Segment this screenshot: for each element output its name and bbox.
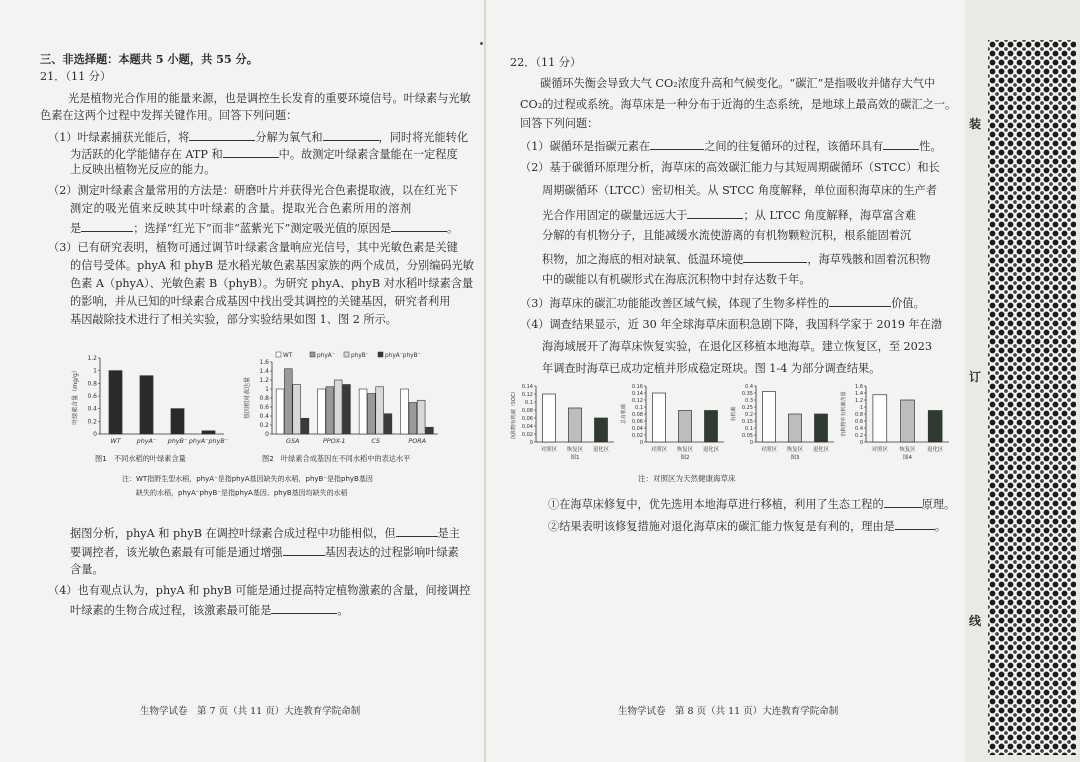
y-tick-label: 0: [859, 440, 863, 446]
text: 分解为氧气和: [255, 131, 323, 144]
y-tick-label: 0.3: [745, 398, 753, 404]
q21-part4-line2: [70, 602, 349, 618]
chart-title: 图2: [680, 455, 690, 460]
page-crease: [484, 0, 486, 762]
decorative-border-pattern: [988, 40, 1076, 755]
chart-seagrass-fig4-svg: [838, 380, 953, 460]
y-tick-label: 1.6: [259, 359, 269, 366]
x-tick-label: PPOX-1: [322, 437, 346, 445]
q22-intro-1: 碳循环失衡会导致大气 CO₂浓度升高和气候变化。“碳汇”是指吸收并储存大气中: [540, 77, 936, 90]
bar: [109, 371, 122, 434]
bar: [426, 427, 434, 434]
blank[interactable]: [391, 220, 447, 232]
bar: [543, 394, 556, 442]
text: 。: [934, 520, 947, 533]
q22-part2-line5: [542, 251, 930, 267]
chart-seagrass-fig1: [508, 380, 618, 464]
blank[interactable]: [884, 496, 922, 508]
y-tick-label: 0.4: [745, 384, 753, 390]
blank[interactable]: [223, 146, 279, 158]
text: 要调控者，该光敏色素最有可能是通过增强: [70, 546, 283, 559]
text: 原理。: [921, 498, 956, 511]
text: 之间的往复循环的过程，该循环具有: [704, 140, 884, 153]
y-tick-label: 0.06: [521, 416, 533, 422]
y-tick-label: 1: [93, 367, 97, 375]
bar: [705, 411, 718, 443]
x-tick-label: phyA⁻phyB⁻: [188, 437, 229, 445]
text: ①在海草床修复中，优先选用本地海草进行移植，利用了生态工程的: [548, 498, 884, 511]
y-tick-label: 0.15: [741, 419, 753, 425]
y-tick-label: 0.14: [631, 391, 643, 397]
y-tick-label: 0.8: [259, 395, 269, 402]
legend-swatch: [310, 352, 315, 357]
text: ；从 LTCC 角度解释，海草富含难: [743, 209, 916, 222]
x-tick-label: WT: [110, 437, 121, 445]
q22-part2-line3: [542, 207, 916, 223]
y-tick-label: 1.4: [855, 391, 863, 397]
seagrass-figure-note: 注：对照区为天然健康海草床: [638, 474, 736, 483]
x-tick-label: CS: [371, 437, 381, 445]
y-axis-label: 有机碳: [731, 406, 737, 422]
text: ；选择“红光下”而非“蓝紫光下”测定吸光值的原因是: [133, 222, 392, 235]
text: 。: [447, 222, 459, 235]
y-tick-label: 0.06: [631, 419, 643, 425]
chart-title: 图3: [790, 455, 800, 460]
y-tick-label: 1.6: [855, 384, 863, 390]
q22-part1: [520, 138, 942, 154]
bar: [384, 414, 392, 434]
bar: [359, 389, 367, 434]
y-tick-label: 0.08: [631, 412, 643, 418]
bar: [301, 418, 309, 434]
blank[interactable]: [271, 602, 337, 614]
q21-analysis-line1: [70, 525, 460, 541]
legend-swatch: [378, 352, 383, 357]
bar: [140, 376, 153, 434]
text: （3）海草床的碳汇功能能改善区域气候，体现了生物多样性的: [520, 297, 830, 310]
y-axis-label: 沉积物有机碳（SOC）: [511, 388, 517, 440]
footer-page7: 生物学试卷 第 7 页（共 11 页）大连教育学院命制: [140, 706, 361, 717]
text: 中。故测定叶绿素含量能在一定程度: [278, 148, 458, 161]
bar: [284, 369, 292, 434]
blank[interactable]: [650, 138, 704, 150]
text: 据图分析，phyA 和 phyB 在调控叶绿素合成过程中功能相似，但: [70, 527, 396, 540]
q21-part1-line1: [48, 129, 468, 145]
bar: [367, 394, 375, 435]
y-tick-label: 0: [265, 431, 269, 438]
text: 积物，加之海底的相对缺氧、低温环境使: [542, 253, 744, 266]
q21-part2-line1: （2）测定叶绿素含量常用的方法是：研磨叶片并获得光合色素提取液，以在红光下: [48, 184, 458, 197]
q22-sub1: [548, 496, 955, 512]
bar: [595, 418, 608, 442]
text: ②结果表明该修复措施对退化海草床的碳汇能力恢复是有利的，理由是: [548, 520, 895, 533]
q22-sub2: [548, 518, 946, 534]
bar: [569, 408, 582, 442]
chart-title: 图4: [903, 455, 912, 460]
q21-intro-2: 色素在这两个过程中发挥关键作用。回答下列问题：: [40, 109, 298, 122]
y-tick-label: 1.2: [87, 355, 97, 362]
q21-analysis-line3: 含量。: [70, 563, 104, 576]
x-tick-label: 退化区: [592, 447, 610, 453]
x-tick-label: GSA: [286, 437, 300, 445]
bar: [789, 414, 802, 442]
y-tick-label: 1: [265, 386, 269, 393]
y-tick-label: 0.8: [855, 412, 863, 418]
bar: [901, 400, 915, 442]
bar: [763, 392, 776, 442]
bar: [334, 380, 342, 434]
q22-part4-line2: 海海域展开了海草床恢复实验，在退化区移植本地海草。建立恢复区，至 2023: [542, 340, 933, 353]
text: ，同时将光能转化: [378, 131, 469, 144]
y-tick-label: 0.25: [741, 405, 753, 411]
chart-fig1-chlorophyll: [70, 350, 230, 452]
q21-part2-line3: [70, 220, 458, 236]
q22-part2-line6: 中的碳能以有机碳形式在海底沉积物中封存达数千年。: [542, 273, 811, 286]
q21-part1-line3: 上反映出植物光反应的能力。: [70, 163, 216, 176]
blank[interactable]: [895, 518, 935, 530]
bar: [202, 431, 215, 434]
y-tick-label: 0.2: [259, 422, 269, 429]
q21-intro-1: 光是植物光合作用的能量来源，也是调控生长发育的重要环境信号。叶绿素与光敏: [68, 92, 471, 105]
y-tick-label: 0.4: [259, 413, 269, 420]
q22-intro-2: CO₂的过程或系统。海草床是一种分布于近海的生态系统，是地球上最高效的碳汇之一。: [520, 98, 957, 111]
text: （1）叶绿素捕获光能后，将: [48, 131, 190, 144]
chart-seagrass-fig1-svg: [508, 380, 618, 460]
q21-part1-line2: [70, 146, 458, 162]
legend-swatch: [344, 352, 349, 357]
q21-heading: 21．（11 分）: [40, 70, 112, 83]
x-tick-label: 恢复区: [676, 447, 694, 453]
y-axis-label: 沉积物中有机碳含量: [841, 391, 847, 437]
y-tick-label: 0.04: [521, 424, 533, 430]
blank[interactable]: [283, 544, 325, 556]
q22-part2-line4: 分解的有机物分子，且能减缓水流使游离的有机物颗粒沉积，根系能固着沉: [542, 229, 912, 242]
footer-page8: 生物学试卷 第 8 页（共 11 页）大连教育学院命制: [618, 706, 839, 717]
y-tick-label: 1.4: [259, 368, 269, 375]
chart-fig1-svg: [70, 350, 230, 448]
chart-seagrass-fig2: [618, 380, 728, 464]
bar: [376, 387, 384, 434]
y-tick-label: 0.08: [521, 408, 533, 414]
q21-part3-line3: 色素 A（phyA）、光敏色素 B（phyB）。为研究 phyA、phyB 对水稻叶绿素含量: [70, 277, 474, 290]
legend-label: WT: [283, 353, 293, 359]
y-tick-label: 0.35: [741, 391, 753, 397]
bar: [679, 411, 692, 443]
bar: [653, 393, 666, 442]
x-tick-label: 恢复区: [899, 447, 916, 453]
chart-seagrass-fig3-svg: [728, 380, 838, 460]
legend-label: phyB⁻: [351, 353, 369, 359]
y-tick-label: 0.4: [87, 405, 97, 413]
q21-part3-line1: （3）已有研究表明，植物可通过调节叶绿素含量响应光信号，其中光敏色素是关键: [48, 241, 458, 254]
figure-note-2: 缺失的水稻，phyA⁻phyB⁻是指phyA基因、phyB基因均缺失的水稻: [136, 489, 348, 497]
text: 叶绿素的生物合成过程，该激素最可能是: [70, 604, 272, 617]
y-tick-label: 1.2: [259, 377, 269, 384]
legend-label: phyA⁻phyB⁻: [385, 353, 421, 359]
q21-part2-line2: 测定的吸光值来反映其中叶绿素的含量。提取光合色素所用的溶剂: [70, 202, 412, 215]
bar: [873, 395, 887, 442]
y-tick-label: 0: [93, 431, 97, 438]
y-tick-label: 0.6: [259, 404, 269, 411]
y-tick-label: 0: [749, 440, 753, 446]
y-tick-label: 0.1: [635, 405, 643, 411]
y-axis-label: 总有机碳: [621, 403, 627, 425]
blank[interactable]: [189, 129, 255, 141]
y-tick-label: 0.2: [87, 418, 97, 426]
bar: [928, 411, 942, 443]
y-tick-label: 0: [529, 440, 533, 446]
section-title: 三、非选择题：本题共 5 小题，共 55 分。: [40, 52, 258, 66]
x-tick-label: phyB⁻: [167, 437, 188, 445]
bar: [401, 389, 409, 434]
bar: [171, 409, 184, 434]
legend-label: phyA⁻: [317, 353, 335, 359]
x-tick-label: 退化区: [812, 447, 830, 453]
bar: [276, 389, 284, 434]
y-tick-label: 0.8: [87, 380, 97, 388]
y-tick-label: 0.02: [631, 433, 643, 439]
y-tick-label: 0.1: [745, 426, 753, 432]
x-tick-label: 恢复区: [786, 447, 804, 453]
text: 光合作用固定的碳量远远大于: [542, 209, 688, 222]
blank[interactable]: [883, 138, 919, 150]
chart-fig2-gene-expression: [242, 350, 442, 452]
bar: [318, 389, 326, 434]
blank[interactable]: [829, 295, 891, 307]
chart-seagrass-fig4: [838, 380, 953, 464]
y-tick-label: 0.16: [631, 384, 643, 390]
q22-intro-3: 回答下列问题：: [520, 117, 599, 130]
bar: [815, 414, 828, 442]
x-tick-label: phyA⁻: [136, 437, 157, 445]
x-tick-label: 对照区: [650, 447, 668, 453]
y-tick-label: 0.14: [521, 384, 533, 390]
y-tick-label: 0.6: [855, 419, 863, 425]
x-tick-label: 退化区: [927, 447, 944, 453]
q22-heading: 22．（11 分）: [510, 56, 582, 69]
chart-fig2-caption: 图2 叶绿素合成基因在不同水稻中的表达水平: [262, 454, 411, 463]
y-axis-label: 叶绿素含量（mg/g）: [72, 367, 79, 425]
text: 为活跃的化学能储存在 ATP 和: [70, 148, 223, 161]
bar: [326, 387, 334, 434]
text: 是: [70, 222, 82, 235]
y-tick-label: 0.05: [741, 433, 753, 439]
blank[interactable]: [396, 525, 438, 537]
q22-part4-line3: 年调查时海草已成功定植并形成稳定斑块。图 1-4 为部分调查结果。: [542, 362, 881, 375]
text: 。: [337, 604, 349, 617]
x-tick-label: 对照区: [760, 447, 778, 453]
x-tick-label: 对照区: [871, 447, 888, 453]
y-tick-label: 0.04: [631, 426, 643, 432]
binding-char-ding: 订: [969, 370, 982, 384]
x-tick-label: 退化区: [702, 447, 720, 453]
text: 是主: [437, 527, 461, 540]
text: 价值。: [891, 297, 925, 310]
q22-part2-line1: （2）基于碳循环原理分析，海草床的高效碳汇能力与其短周期碳循环（STCC）和长: [520, 161, 940, 174]
q21-part3-line4: 的影响，并从已知的叶绿素合成基因中找出受其调控的关键基因，研究者利用: [70, 295, 451, 308]
chart-title: 图1: [570, 455, 580, 460]
blank[interactable]: [687, 207, 743, 219]
binding-char-zhuang: 装: [969, 117, 982, 131]
y-tick-label: 0: [639, 440, 643, 446]
blank[interactable]: [743, 251, 807, 263]
chart-fig2-svg: [242, 350, 442, 448]
legend-swatch: [276, 352, 281, 357]
y-tick-label: 0.4: [855, 426, 863, 432]
bar: [409, 403, 417, 435]
y-tick-label: 0.2: [745, 412, 753, 418]
y-tick-label: 0.6: [87, 393, 97, 400]
x-tick-label: 恢复区: [566, 447, 584, 453]
blank[interactable]: [323, 129, 379, 141]
y-tick-label: 0.2: [855, 433, 863, 439]
y-tick-label: 0.12: [631, 398, 643, 404]
x-tick-label: 对照区: [540, 447, 558, 453]
text: ，海草残骸和固着沉积物: [807, 253, 931, 266]
q21-part3-line2: 的信号受体。phyA 和 phyB 是水稻光敏色素基因家族的两个成员，分别编码光敏: [70, 259, 474, 272]
bar: [293, 385, 301, 435]
scan-dot: [480, 42, 483, 45]
q22-part2-line2: 周期碳循环（LTCC）密切相关。从 STCC 角度解释，单位面积海草床的生产者: [542, 184, 937, 197]
y-tick-label: 0.1: [525, 400, 533, 406]
y-tick-label: 1.2: [855, 398, 863, 404]
text: 性。: [919, 140, 942, 153]
binding-char-xian: 线: [969, 614, 982, 628]
y-tick-label: 0.02: [521, 432, 533, 438]
q21-part3-line5: 基因敲除技术进行了相关实验，部分实验结果如图 1、图 2 所示。: [70, 313, 397, 326]
y-tick-label: 0.12: [521, 392, 533, 398]
chart-fig1-caption: 图1 不同水稻的叶绿素含量: [95, 454, 186, 463]
text: 基因表达的过程影响叶绿素: [324, 546, 459, 559]
x-tick-label: PORA: [408, 437, 427, 445]
text: （1）碳循环是指碳元素在: [520, 140, 651, 153]
q21-part4-line1: （4）也有观点认为，phyA 和 phyB 可能是通过提高特定植物激素的含量，间接调控: [48, 584, 471, 597]
figure-note-1: 注：WT指野生型水稻，phyA⁻是指phyA基因缺失的水稻，phyB⁻是指phyB基因: [122, 475, 373, 483]
bar: [417, 400, 425, 434]
chart-seagrass-fig3: [728, 380, 838, 464]
q22-part4-line1: （4）调查结果显示，近 30 年全球海草床面积急剧下降，我国科学家于 2019 年在渤: [520, 318, 943, 331]
chart-seagrass-fig2-svg: [618, 380, 728, 460]
q21-analysis-line2: [70, 544, 459, 560]
y-tick-label: 1: [859, 405, 863, 411]
blank[interactable]: [81, 220, 133, 232]
q22-part3: [520, 295, 925, 311]
y-axis-label: 基因相对表达量: [244, 376, 251, 420]
bar: [343, 385, 351, 435]
